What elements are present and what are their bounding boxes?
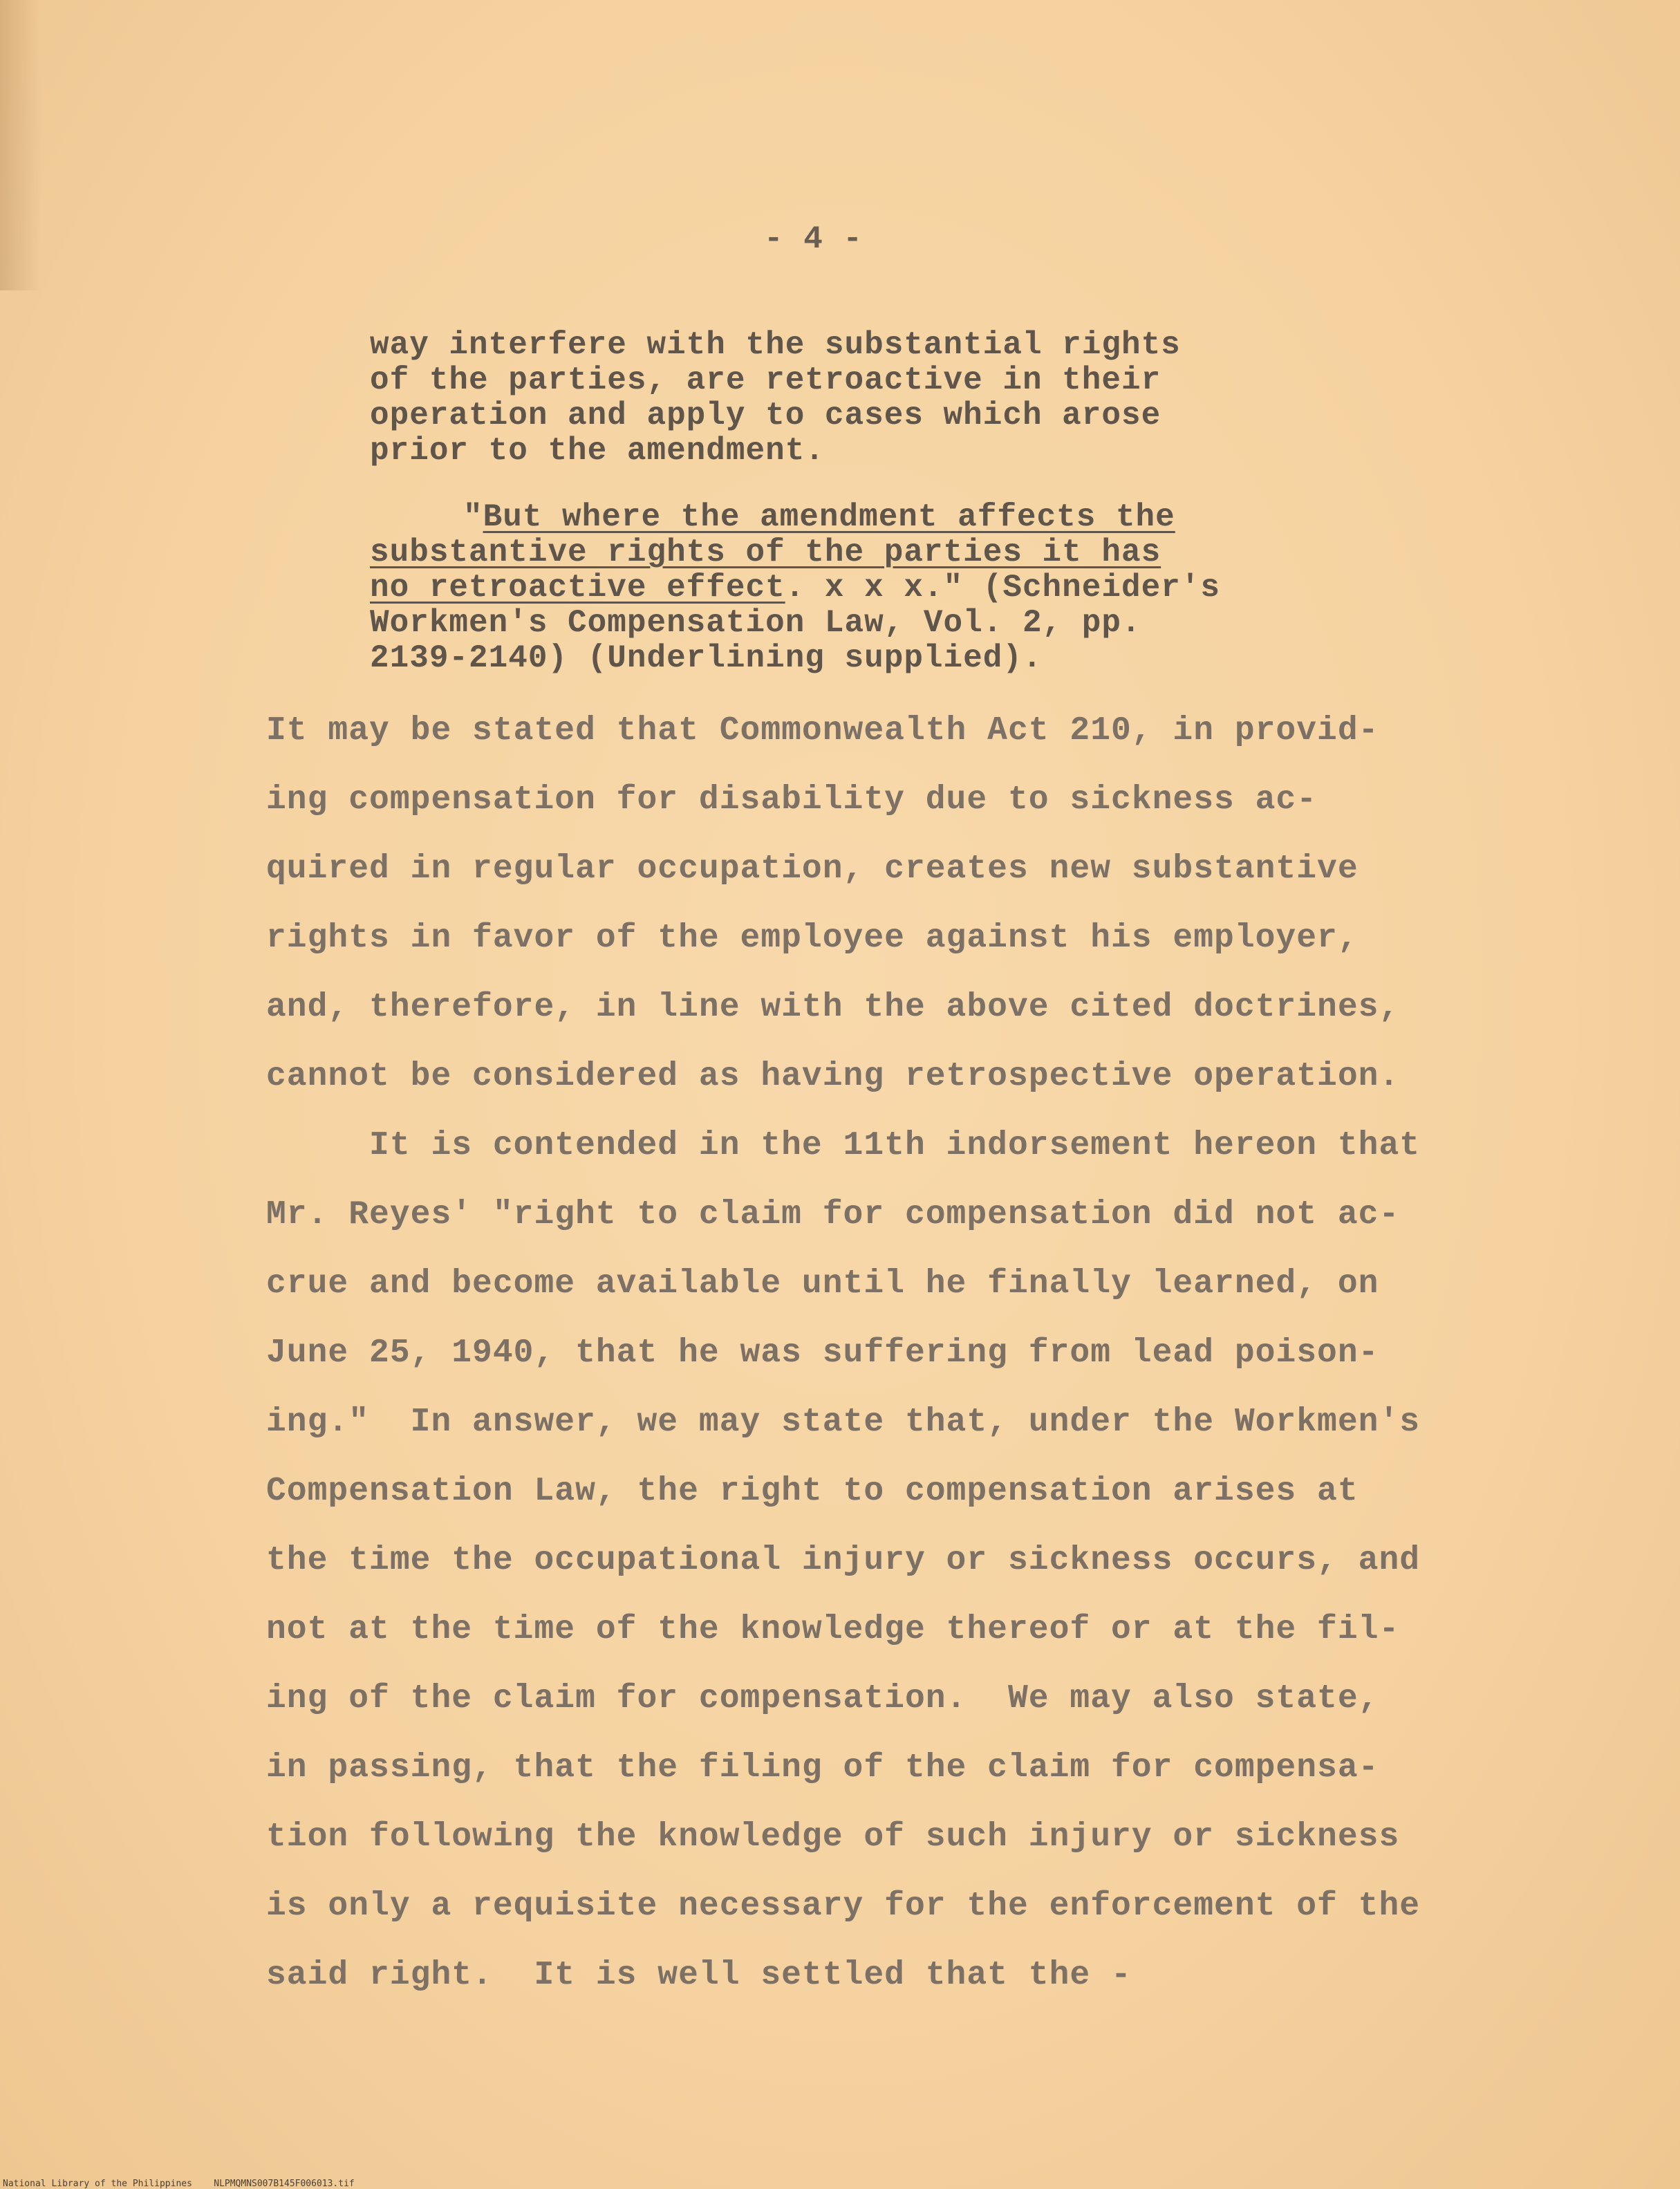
- quote-emphasis-line-3: [370, 570, 1220, 606]
- underlined-text-3: no retroactive effect: [370, 570, 785, 606]
- quote-open-mark: ": [463, 499, 483, 535]
- body-line-2: ing compensation for disability due to sickness ac-: [266, 781, 1318, 819]
- quote-citation-line-2: 2139-2140) (Underlining supplied).: [370, 640, 1043, 676]
- body-line-4: rights in favor of the employee against his employer,: [266, 920, 1359, 957]
- body-line-18: is only a requisite necessary for the enforcement of the: [266, 1888, 1421, 1925]
- page-number: - 4 -: [764, 221, 864, 257]
- body-line-14: not at the time of the knowledge thereof or at the fil-: [266, 1611, 1400, 1648]
- underlined-text-1: But where the amendment affects the: [483, 499, 1175, 535]
- quote-emphasis-line-1: [463, 499, 1175, 535]
- body-line-6: cannot be considered as having retrospective operation.: [266, 1058, 1400, 1095]
- body-line-17: tion following the knowledge of such injury or sickness: [266, 1818, 1400, 1856]
- body-line-7: It is contended in the 11th indorsement hereon that: [266, 1127, 1421, 1164]
- body-line-19: said right. It is well settled that the -: [266, 1957, 1132, 1994]
- quote-line-4: prior to the amendment.: [370, 433, 825, 469]
- body-line-16: in passing, that the filing of the claim for compensa-: [266, 1749, 1379, 1787]
- quote-citation-start: . x x x." (Schneider's: [785, 570, 1221, 606]
- underlined-text-2: substantive rights of the parties it has: [370, 534, 1161, 570]
- body-line-1: It may be stated that Commonwealth Act 210, in provid-: [266, 712, 1379, 749]
- body-line-11: ing." In answer, we may state that, under the Workmen's: [266, 1404, 1421, 1441]
- body-line-9: crue and become available until he finally learned, on: [266, 1265, 1379, 1303]
- body-line-13: the time the occupational injury or sickness occurs, and: [266, 1542, 1421, 1579]
- body-line-15: ing of the claim for compensation. We may also state,: [266, 1680, 1379, 1717]
- body-line-10: June 25, 1940, that he was suffering from lead poison-: [266, 1334, 1379, 1372]
- body-line-3: quired in regular occupation, creates new substantive: [266, 850, 1359, 888]
- quote-line-1: way interfere with the substantial rights: [370, 327, 1181, 363]
- quote-line-3: operation and apply to cases which arose: [370, 398, 1161, 434]
- archive-credit: National Library of the Philippines NLPMQMNS007B145F006013.tif: [3, 2179, 355, 2189]
- body-line-8: Mr. Reyes' "right to claim for compensation did not ac-: [266, 1196, 1400, 1233]
- paper-edge-stain: [0, 0, 41, 290]
- quote-emphasis-line-2: [370, 534, 1161, 570]
- quote-line-2: of the parties, are retroactive in their: [370, 362, 1161, 398]
- body-line-5: and, therefore, in line with the above cited doctrines,: [266, 989, 1400, 1026]
- quote-citation-line-1: Workmen's Compensation Law, Vol. 2, pp.: [370, 605, 1141, 641]
- body-line-12: Compensation Law, the right to compensation arises at: [266, 1473, 1359, 1510]
